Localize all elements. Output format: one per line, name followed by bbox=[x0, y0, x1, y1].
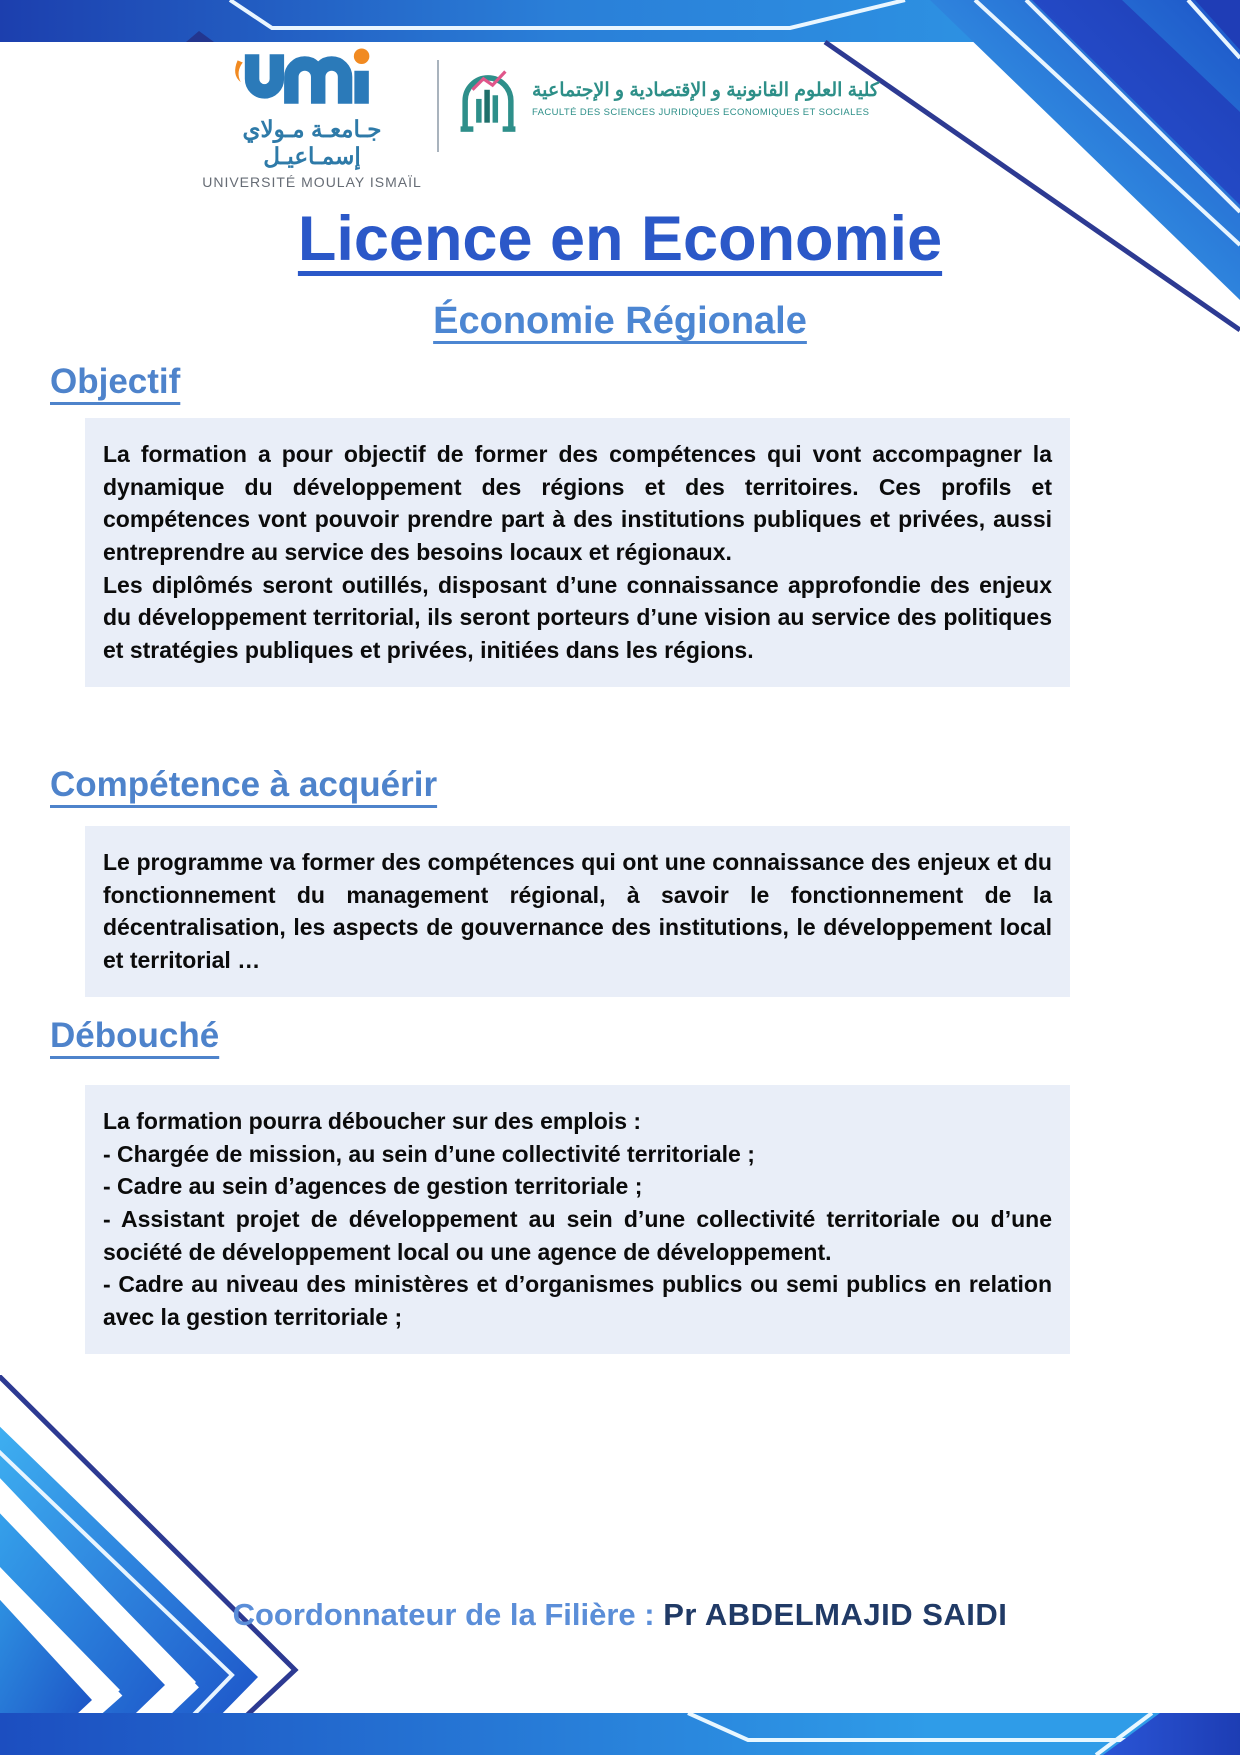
objectif-paragraph: La formation a pour objectif de former des compétences qui vont accompagner la dynamique du développement des régions et des territoires. Ces profils et compétences vont pouvoir prendre part à des institutions publiques et privées, aussi entreprendre au service des besoins locaux et régionaux. bbox=[103, 441, 1052, 565]
page-subtitle: Économie Régionale bbox=[433, 300, 807, 342]
debouche-line: - Assistant projet de développement au sein d’une collectivité territoriale ou d’une société de développement local ou une agence de développement. bbox=[103, 1205, 1052, 1265]
page-title: Licence en Economie bbox=[297, 204, 943, 274]
top-right-corner-decoration bbox=[770, 0, 1240, 350]
bottom-left-corner-decoration bbox=[0, 1375, 900, 1755]
university-name-latin: UNIVERSITÉ MOULAY ISMAÏL bbox=[202, 174, 422, 190]
debouche-line: - Cadre au niveau des ministères et d’organismes publics ou semi publics en relation avec la gestion territoriale ; bbox=[103, 1271, 1052, 1330]
section-box-objectif bbox=[85, 418, 1070, 687]
coordinator-label: Coordonnateur de la Filière : bbox=[232, 1597, 664, 1632]
debouche-line: - Cadre au sein d’agences de gestion territoriale ; bbox=[103, 1173, 643, 1200]
university-name-arabic: جـامعـة مـولاي إسمـاعيـل bbox=[242, 116, 382, 169]
debouche-line: La formation pourra déboucher sur des emplois : bbox=[103, 1108, 642, 1134]
section-heading-competence: Compétence à acquérir bbox=[50, 765, 438, 804]
debouche-line: - Chargée de mission, au sein d’une collectivité territoriale ; bbox=[103, 1140, 755, 1167]
competence-paragraph: Le programme va former des compétences qui ont une connaissance des enjeux et du fonctionnement du management régional, à savoir le fonctionnement de la décentralisation, les aspects de gouvernance des institutions, le développement local et territorial … bbox=[103, 849, 1052, 973]
umi-logo bbox=[217, 48, 407, 110]
faculty-logo-block bbox=[456, 62, 879, 134]
university-logo-block bbox=[200, 48, 424, 190]
coordinator-name: Pr ABDELMAJID SAIDI bbox=[663, 1597, 1008, 1632]
section-heading-debouche: Débouché bbox=[50, 1016, 220, 1055]
faculty-name-latin: FACULTÉ DES SCIENCES JURIDIQUES ECONOMIQUES ET SOCIALES bbox=[532, 106, 870, 118]
faculty-name-arabic: كلية العلوم القانونية و الإقتصادية و الإجتماعية bbox=[532, 79, 879, 101]
umi-logo-dot bbox=[354, 49, 370, 64]
section-box-debouche bbox=[85, 1085, 1070, 1354]
section-heading-objectif: Objectif bbox=[50, 362, 181, 401]
bottom-band-decoration bbox=[0, 1713, 1240, 1755]
objectif-paragraph: Les diplômés seront outillés, disposant d’une connaissance approfondie des enjeux du développement territorial, ils seront porteurs d’une vision au service des politiques et stratégies publiques et privées, initiées dans les régions. bbox=[103, 571, 1052, 663]
umi-logo-swoosh bbox=[235, 60, 243, 82]
faculty-text bbox=[532, 79, 879, 118]
section-box-competence bbox=[85, 826, 1070, 997]
coordinator-line bbox=[0, 1597, 1240, 1633]
logo-divider bbox=[437, 60, 439, 152]
faculty-logo bbox=[456, 62, 520, 134]
